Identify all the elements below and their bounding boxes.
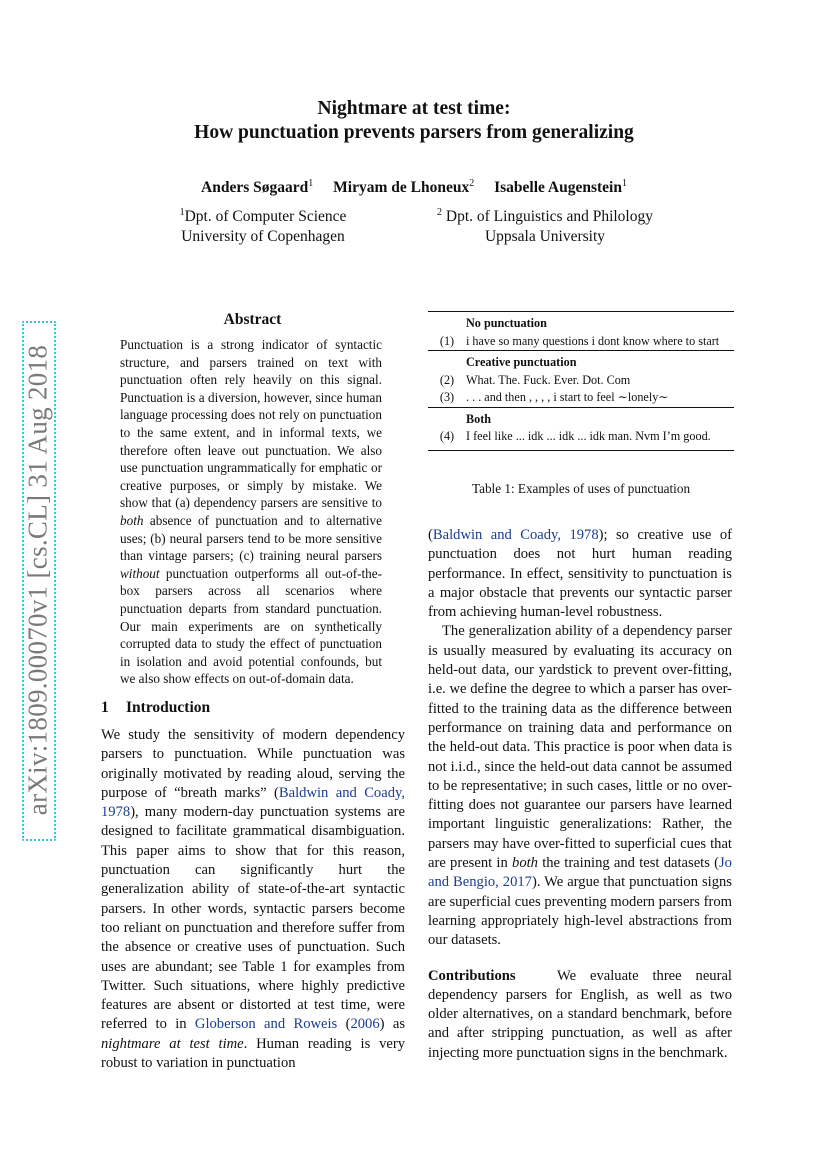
author-2: Miryam de Lhoneux$^2$ bbox=[333, 178, 475, 197]
title-line-2: How punctuation prevents parsers from generalizing bbox=[194, 122, 634, 143]
table-row: (2) What. The. Fuck. Ever. Dot. Com bbox=[439, 372, 631, 387]
abstract-heading: Abstract bbox=[223, 311, 282, 328]
intro-paragraph-2: The generalization ability of a dependency parser is usually measured by evaluating its accuracy on held-out data, our yardstick to prevent over-fitting, i.e. we define the degree to which a parser has over-fitted to the training data as the difference between performance on training data and performance on the held-out data. This practice is poor when data is not i.i.d., since the held-out data cannot be assumed to be representative; in such cases, little or no over-fitting does not guarantee our parsers have learned important linguistic generalizations: Rather, the parsers may have over-fitted to superficial cues that are present in both the training and test datasets (Jo and Bengio, 2017). We argue that punctuation signs are superficial cues preventing modern parsers from learning appropriately high-level abstractions from our datasets. bbox=[428, 623, 732, 949]
citation-globerson-roweis[interactable]: Globerson and Roweis bbox=[194, 1016, 338, 1033]
citation-baldwin-coady-2[interactable]: Baldwin and Coady, 1978 bbox=[432, 527, 599, 543]
table-group-heading: Both bbox=[428, 407, 734, 428]
citation-year-2006[interactable]: 2006 bbox=[350, 1016, 380, 1033]
title-line-1: Nightmare at test time: bbox=[317, 98, 511, 119]
section-heading-introduction: 1 Introduction bbox=[101, 699, 211, 716]
table-group-heading: Creative punctuation bbox=[428, 351, 734, 372]
intro-paragraph-1-continued: (Baldwin and Coady, 1978); so creative use of punctuation does not hurt human reading performance. In effect, sensitivity to punctuation is a major obstacle that prevents our syntactic parser from achieving human-level robustness. bbox=[428, 527, 732, 621]
intro-right-column bbox=[428, 526, 732, 1063]
table-row: (3) . . . and then , , , , i start to feel ∼lonely∼ bbox=[439, 390, 669, 404]
table-group-heading: No punctuation bbox=[428, 312, 734, 333]
table-1 bbox=[428, 311, 734, 451]
author-1: Anders Søgaard$^1$ bbox=[201, 178, 314, 197]
citation-jo-bengio[interactable]: Jo and Bengio, 2017 bbox=[428, 855, 732, 891]
table-row: (1) i have so many questions i dont know where to start bbox=[439, 333, 720, 348]
arxiv-stamp-text: arXiv:1809.00070v1 [cs.CL] 31 Aug 2018 bbox=[22, 344, 53, 816]
intro-left-column bbox=[101, 726, 405, 1073]
affiliation-1: $^1$Dpt. of Computer Science University of Copenhagen bbox=[179, 207, 347, 246]
affiliation-2: $^2$ Dpt. of Linguistics and Philology Uppsala University bbox=[437, 207, 653, 246]
abstract-text: Punctuation is a strong indicator of syntactic structure, and parsers trained on text with punctuation often rely heavily on this signal. Punctuation is a diversion, however, since human language processing does not rely on punctuation to the same extent, and in informal texts, we therefore often leave out punctuation. We also use punctuation ungrammatically for emphatic or creative purposes, or simply by mistake. We show that (a) dependency parsers are sensitive to both absence of punctuation and to alternative uses; (b) neural parsers tend to be more sensitive than vintage parsers; (c) training neural parsers without punctuation outperforms all out-of-the-box parsers across all scenarios where punctuation departs from standard punctuation. Our main experiments are on synthetically corrupted data to study the effect of punctuation in isolation and avoid potential confounds, but we also show effects on out-of-domain data. bbox=[120, 337, 382, 687]
table-1-caption: Table 1: Examples of uses of punctuation bbox=[471, 481, 691, 496]
arxiv-stamp bbox=[18, 330, 58, 830]
contributions-paragraph: Contributions We evaluate three neural dependency parsers for English, as well as two older alternatives, on a standard benchmark, before and after stripping punctuation, as well as after injecting more punctuation signs in the benchmark. bbox=[428, 967, 732, 1061]
contributions-heading: Contributions bbox=[428, 967, 516, 984]
citation-baldwin-coady[interactable]: Baldwin and Coady, 1978 bbox=[101, 784, 406, 821]
author-list bbox=[0, 178, 828, 197]
paper-title bbox=[0, 97, 828, 145]
table-row: (4) I feel like ... idk ... idk ... idk man. Nvm I’m good. bbox=[428, 428, 734, 450]
intro-paragraph-1: We study the sensitivity of modern dependency parsers to punctuation. While punctuation was originally motivated by reading aloud, serving the purpose of “breath marks” (Baldwin and Coady, 1978), many modern-day punctuation systems are designed to facilitate grammatical disambiguation. This paper aims to show that for this reason, punctuation can significantly hurt the generalization ability of state-of-the-art syntactic parsers. In other words, syntactic parsers become too reliant on punctuation and therefore suffer from the absence or creative uses of punctuation. Such uses are abundant; see Table 1 for examples from Twitter. Such situations, where highly predictive features are absent or distorted at test time, were referred to in Globerson and Roweis (2006) as nightmare at test time. Human reading is very robust to variation in punctuation bbox=[101, 727, 406, 1072]
author-3: Isabelle Augenstein$^1$ bbox=[494, 178, 627, 197]
